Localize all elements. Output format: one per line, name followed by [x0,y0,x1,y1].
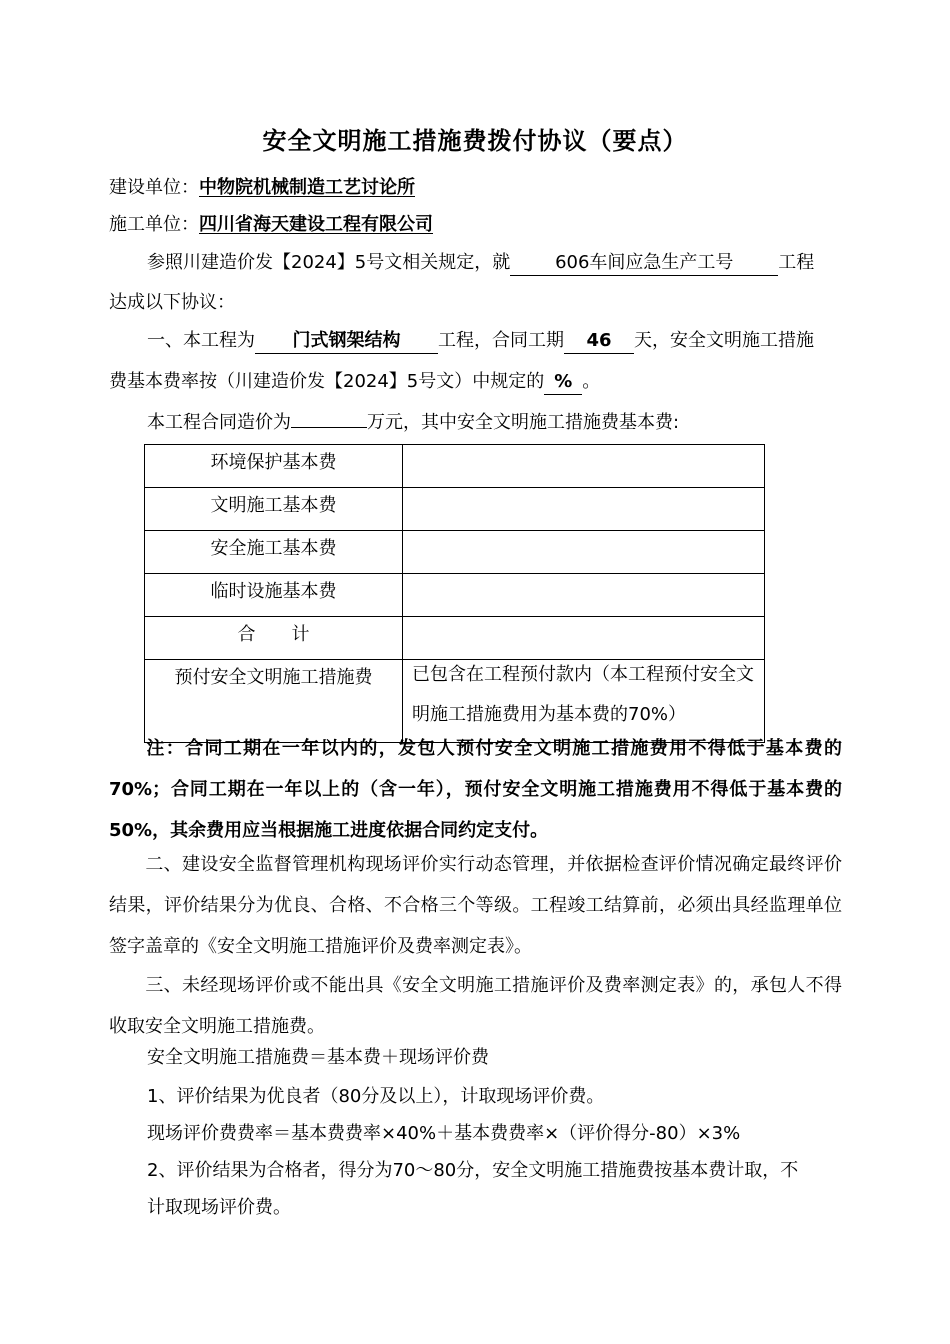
prepay-value: 已包含在工程预付款内（本工程预付安全文明施工措施费用为基本费的70%） [412,664,754,725]
contractor-label: 施工单位： [109,214,199,235]
item2-line1: 2、评价结果为合格者，得分为70～80分，安全文明施工措施费按基本费计取，不 [147,1160,799,1181]
clause1-d: 费基本费率按（川建造价发【2024】5号文）中规定的 [109,371,545,392]
total-value [403,617,765,660]
fee-label: 文明施工基本费 [145,488,403,531]
intro-line [147,251,814,276]
item2-line2: 计取现场评价费。 [147,1197,291,1218]
note-paragraph [109,728,842,851]
table-row [145,531,765,574]
owner-row [109,176,415,200]
contract-pre: 本工程合同造价为 [147,412,291,433]
contractor-value: 四川省海天建设工程有限公司 [199,214,433,235]
intro-line-2: 达成以下协议： [109,292,235,313]
fee-value [403,445,765,488]
table-row [145,445,765,488]
note-text: 注：合同工期在一年以内的，发包人预付安全文明施工措施费用不得低于基本费的70%；合同工期在一年以上的（含一年），预付安全文明施工措施费用不得低于基本费的50%，其余费用应当根据施工进度依据合同约定支付。 [109,738,842,841]
contract-days: 46 [564,329,634,354]
table-row [145,617,765,660]
contract-post: 万元，其中安全文明施工措施费基本费: [367,412,680,433]
intro-pre: 参照川建造价发【2024】5号文相关规定，就 [147,252,511,273]
intro-post: 工程 [778,252,815,273]
document-title: 安全文明施工措施费拨付协议（要点） [262,127,688,155]
rate-value: % [544,370,582,395]
owner-value: 中物院机械制造工艺讨论所 [199,177,415,198]
clause2-text: 二、建设安全监督管理机构现场评价实行动态管理，并依据检查评价情况确定最终评价结果，评价结果分为优良、合格、不合格三个等级。工程竣工结算前，必须出具经监理单位签字盖章的《安全文明施工措施评价及费率测定表》。 [109,854,842,957]
contract-price-blank [291,407,367,428]
fee-label: 安全施工基本费 [145,531,403,574]
clause1-a: 一、本工程为 [147,330,255,351]
fee-label: 环境保护基本费 [145,445,403,488]
clause3-paragraph [109,965,842,1047]
prepay-label: 预付安全文明施工措施费 [145,660,403,743]
item1-line: 1、评价结果为优良者（80分及以上），计取现场评价费。 [147,1086,605,1107]
fee-value [403,574,765,617]
clause1-e: 。 [582,371,601,392]
fee-value [403,488,765,531]
fee-value [403,531,765,574]
clause1-c: 天，安全文明施工措施 [634,330,814,351]
clause1-line2 [109,370,600,395]
project-name: 606车间应急生产工号 [510,251,778,276]
table-row [145,488,765,531]
item1-formula-line: 现场评价费费率＝基本费费率×40%＋基本费费率×（评价得分-80）×3% [147,1123,741,1144]
formula-line: 安全文明施工措施费＝基本费＋现场评价费 [147,1047,489,1068]
fee-label: 临时设施基本费 [145,574,403,617]
fee-table [144,444,765,743]
structure-type: 门式钢架结构 [255,329,438,354]
owner-label: 建设单位： [109,177,199,198]
clause3-text: 三、未经现场评价或不能出具《安全文明施工措施评价及费率测定表》的，承包人不得收取安全文明施工措施费。 [109,975,842,1037]
contractor-row [109,213,433,237]
contract-price-line [147,407,679,435]
clause1-line1 [147,329,814,354]
clause2-paragraph [109,844,842,967]
clause1-b: 工程，合同工期 [438,330,564,351]
total-label: 合 计 [145,617,403,660]
table-row [145,574,765,617]
